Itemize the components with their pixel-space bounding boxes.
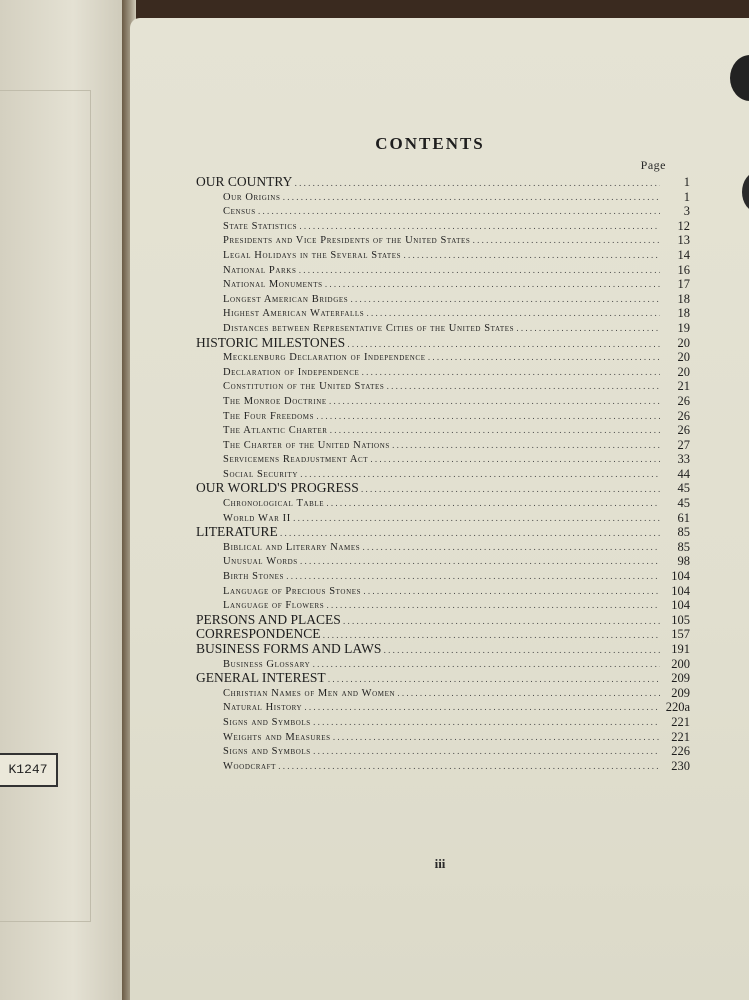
toc-subsection: [196, 292, 690, 307]
toc-entry-page: 26: [677, 393, 690, 408]
toc-entry-title: Social Security . . .: [223, 467, 660, 483]
toc-section: [196, 175, 690, 190]
toc-subsection: [196, 700, 690, 715]
toc-subsection: [196, 321, 690, 336]
toc-subsection: [196, 219, 690, 234]
toc-entry-page: 20: [677, 350, 690, 365]
toc-entry-page: 61: [677, 510, 690, 525]
toc-entry-title: PERSONS AND PLACES . . .: [196, 613, 660, 629]
toc-entry-title: The Charter of the United Nations . . .: [223, 438, 660, 454]
toc-entry-title: Highest American Waterfalls . . .: [223, 306, 660, 322]
toc-entry-page: 18: [677, 291, 690, 306]
toc-entry-title: The Monroe Doctrine . . .: [223, 394, 660, 410]
toc-section: [196, 481, 690, 496]
toc-section: [196, 613, 690, 628]
toc-subsection: [196, 554, 690, 569]
library-stamp: K1247: [0, 753, 58, 787]
toc-entry-title: State Statistics . . .: [223, 219, 660, 235]
toc-subsection: [196, 744, 690, 759]
toc-subsection: [196, 569, 690, 584]
toc-section: [196, 671, 690, 686]
toc-entry-title: GENERAL INTEREST . . .: [196, 671, 660, 687]
toc-subsection: [196, 467, 690, 482]
toc-subsection: [196, 350, 690, 365]
toc-entry-title: Constitution of the United States . . .: [223, 379, 660, 395]
toc-subsection: [196, 409, 690, 424]
toc-entry-title: Declaration of Independence . . .: [223, 365, 660, 381]
toc-entry-title: The Atlantic Charter . . .: [223, 423, 660, 439]
toc-entry-title: Christian Names of Men and Women . . .: [223, 686, 660, 702]
toc-entry-title: National Monuments . . .: [223, 277, 660, 293]
toc-entry-title: BUSINESS FORMS AND LAWS . . .: [196, 642, 660, 658]
toc-entry-title: World War II . . .: [223, 511, 660, 527]
toc-entry-page: 1: [683, 175, 690, 189]
toc-entry-title: CORRESPONDENCE . . .: [196, 627, 660, 643]
toc-entry-page: 104: [671, 598, 690, 613]
toc-entry-title: Census . . .: [223, 204, 660, 220]
toc-section: [196, 336, 690, 351]
toc-entry-page: 27: [677, 437, 690, 452]
toc-entry-page: 98: [677, 554, 690, 569]
contents-title: CONTENTS: [375, 134, 485, 153]
toc-entry-page: 26: [677, 408, 690, 423]
toc-entry-page: 191: [671, 642, 690, 656]
toc-entry-title: Woodcraft . . .: [223, 759, 660, 775]
toc-section: [196, 627, 690, 642]
toc-subsection: [196, 438, 690, 453]
toc-entry-title: Legal Holidays in the Several States . . .: [223, 248, 660, 264]
toc-subsection: [196, 657, 690, 672]
toc-entry-title: Distances between Representative Cities of the United States . . .: [223, 321, 660, 337]
toc-entry-page: 230: [671, 758, 690, 773]
toc-subsection: [196, 233, 690, 248]
toc-entry-page: 3: [683, 204, 690, 219]
toc-subsection: [196, 423, 690, 438]
toc-subsection: [196, 715, 690, 730]
toc-entry-page: 104: [671, 583, 690, 598]
toc-entry-title: HISTORIC MILESTONES . . .: [196, 336, 660, 352]
page-number: iii: [434, 856, 446, 871]
toc-entry-page: 85: [677, 539, 690, 554]
toc-subsection: [196, 248, 690, 263]
toc-entry-page: 45: [677, 481, 690, 496]
toc-entry-page: 12: [677, 218, 690, 233]
toc-entry-title: OUR COUNTRY . . .: [196, 175, 660, 191]
toc-subsection: [196, 496, 690, 511]
page-column-header: Page: [640, 158, 666, 172]
toc-entry-title: The Four Freedoms . . .: [223, 409, 660, 425]
toc-section: [196, 525, 690, 540]
toc-subsection: [196, 204, 690, 219]
toc-subsection: [196, 306, 690, 321]
toc-entry-page: 26: [677, 423, 690, 438]
toc-section: [196, 642, 690, 657]
toc-entry-page: 209: [671, 685, 690, 700]
toc-entry-page: 13: [677, 233, 690, 248]
toc-entry-page: 45: [677, 496, 690, 511]
toc-entry-page: 17: [677, 277, 690, 292]
toc-subsection: [196, 511, 690, 526]
toc-subsection: [196, 394, 690, 409]
toc-entry-page: 221: [671, 714, 690, 729]
toc-subsection: [196, 379, 690, 394]
toc-entry-page: 19: [677, 320, 690, 335]
toc-entry-title: Servicemens Readjustment Act . . .: [223, 452, 660, 468]
toc-entry-page: 20: [677, 335, 690, 350]
toc-entry-page: 16: [677, 262, 690, 277]
left-page-border: [0, 90, 91, 922]
toc-subsection: [196, 759, 690, 774]
left-page: [0, 0, 122, 1000]
toc-subsection: [196, 686, 690, 701]
toc-entry-title: Our Origins . . .: [223, 190, 660, 206]
toc-entry-title: Birth Stones . . .: [223, 569, 660, 585]
toc-entry-title: Signs and Symbols . . .: [223, 744, 660, 760]
toc-entry-title: Language of Flowers . . .: [223, 598, 660, 614]
toc-subsection: [196, 190, 690, 205]
table-of-contents: [196, 175, 690, 773]
toc-entry-title: Longest American Bridges . . .: [223, 292, 660, 308]
toc-entry-page: 85: [677, 525, 690, 540]
toc-entry-page: 220a: [665, 700, 690, 715]
toc-entry-title: Business Glossary . . .: [223, 657, 660, 673]
toc-entry-title: Presidents and Vice Presidents of the United States . . .: [223, 233, 660, 249]
toc-entry-title: Chronological Table . . .: [223, 496, 660, 512]
toc-entry-title: LITERATURE . . .: [196, 525, 660, 541]
toc-subsection: [196, 365, 690, 380]
toc-entry-page: 226: [671, 744, 690, 759]
toc-entry-page: 44: [677, 466, 690, 481]
toc-entry-title: OUR WORLD'S PROGRESS . . .: [196, 481, 660, 497]
toc-subsection: [196, 598, 690, 613]
toc-subsection: [196, 584, 690, 599]
toc-entry-title: Language of Precious Stones . . .: [223, 584, 660, 600]
toc-entry-title: Natural History . . .: [223, 700, 660, 716]
toc-subsection: [196, 540, 690, 555]
toc-entry-page: 104: [671, 569, 690, 584]
toc-entry-page: 200: [671, 656, 690, 671]
toc-subsection: [196, 277, 690, 292]
toc-entry-page: 209: [671, 671, 690, 686]
toc-entry-page: 157: [671, 627, 690, 642]
toc-entry-page: 18: [677, 306, 690, 321]
toc-subsection: [196, 730, 690, 745]
toc-entry-title: Mecklenburg Declaration of Independence . . .: [223, 350, 660, 366]
toc-entry-title: Signs and Symbols . . .: [223, 715, 660, 731]
toc-entry-title: National Parks . . .: [223, 263, 660, 279]
toc-entry-page: 221: [671, 729, 690, 744]
toc-entry-page: 1: [683, 189, 690, 204]
toc-entry-page: 20: [677, 364, 690, 379]
toc-entry-page: 14: [677, 247, 690, 262]
toc-entry-title: Biblical and Literary Names . . .: [223, 540, 660, 556]
toc-subsection: [196, 263, 690, 278]
toc-entry-page: 21: [677, 379, 690, 394]
toc-entry-page: 105: [671, 612, 690, 627]
toc-subsection: [196, 452, 690, 467]
toc-entry-title: Weights and Measures . . .: [223, 730, 660, 746]
toc-entry-page: 33: [677, 452, 690, 467]
toc-entry-title: Unusual Words . . .: [223, 554, 660, 570]
